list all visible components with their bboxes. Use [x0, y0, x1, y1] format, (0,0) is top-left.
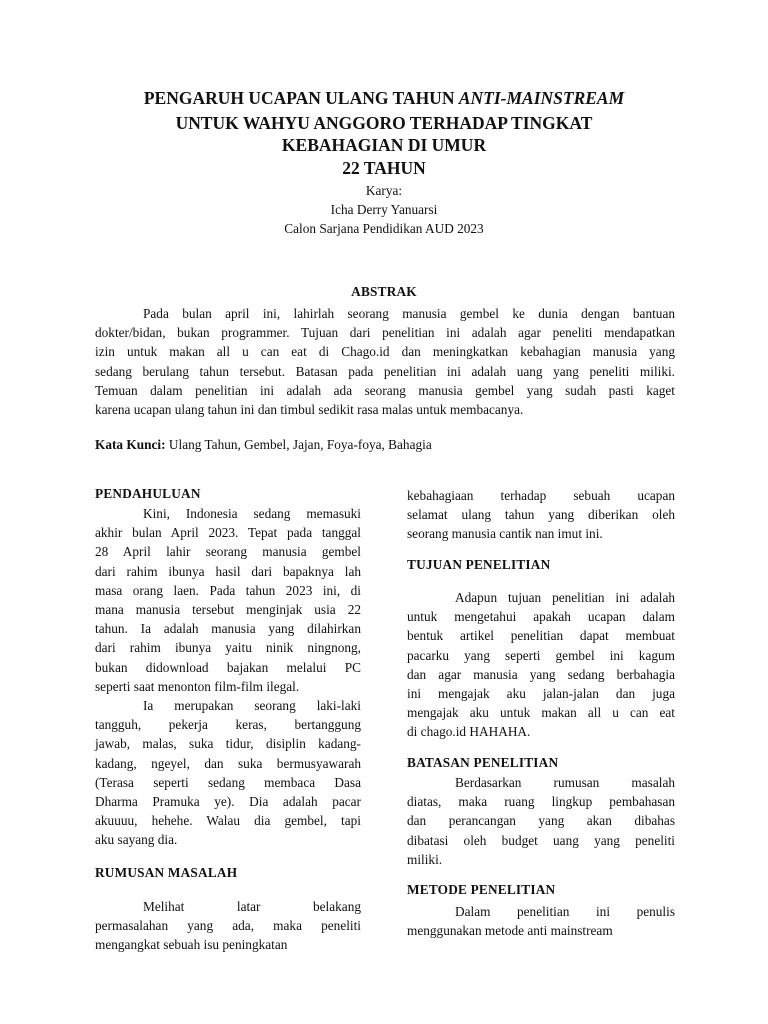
title-prefix: PENGARUH UCAPAN ULANG TAHUN: [143, 88, 455, 108]
pendahuluan-line: tangguh, pekerja keras, bertanggung: [95, 717, 361, 733]
pendahuluan-line: aku sayang dia.: [95, 832, 178, 848]
metode-line: menggunakan metode anti mainstream: [407, 923, 613, 939]
pendahuluan-line: masa orang laen. Pada tahun 2023 ini, di: [95, 582, 361, 598]
abstract-body: [95, 304, 675, 419]
pendahuluan-line: bukan didownload bajakan melalui PC: [95, 659, 361, 675]
batasan-line: diatas, maka ruang lingkup pembahasan: [407, 794, 675, 810]
tujuan-line: untuk mengetahui apakah ucapan dalam: [407, 609, 675, 625]
batasan-line: dibatasi oleh budget uang yang peneliti: [407, 832, 675, 848]
abstract-line: sedang berulang tahun tersebut. Batasan pada penelitian ini adalah uang yang peneliti miliki.: [95, 363, 675, 379]
batasan-heading: BATASAN PENELITIAN: [407, 755, 559, 770]
abstract-line: karena ucapan ulang tahun ini dan timbul sedikit rasa malas untuk membacanya.: [95, 402, 524, 418]
title-line-3: KEBAHAGIAN DI UMUR: [281, 135, 487, 155]
continued-line: seorang manusia cantik nan imut ini.: [407, 526, 603, 542]
tujuan-line: pacarku yang seperti gembel ini kagum: [407, 647, 675, 663]
keywords: [95, 437, 432, 453]
pendahuluan-line: seperti saat menonton film-film ilegal.: [95, 678, 300, 694]
metode-body: [407, 902, 675, 940]
metode-line: Dalam penelitian ini penulis: [455, 904, 675, 919]
keywords-list: Ulang Tahun, Gembel, Jajan, Foya-foya, Bahagia: [168, 437, 432, 452]
keywords-label: Kata Kunci:: [95, 437, 166, 452]
author-affiliation: Calon Sarjana Pendidikan AUD 2023: [284, 221, 484, 236]
abstract-line: izin untuk makan all u can eat di Chago.id dan meningkatkan kebahagian manusia yang: [95, 344, 675, 360]
pendahuluan-line: akhir bulan April 2023. Tepat pada tanggal: [95, 525, 361, 541]
tujuan-body: [407, 588, 675, 742]
tujuan-heading: TUJUAN PENELITIAN: [407, 557, 551, 572]
abstract-line: Temuan dalam penelitian ini adalah ada seorang manusia gembel yang sudah pasti kaget: [95, 382, 675, 398]
batasan-line: dan perancangan yang akan dibahas: [407, 813, 675, 829]
title-line-2: UNTUK WAHYU ANGGORO TERHADAP TINGKAT: [175, 113, 593, 133]
pendahuluan-line: jawab, malas, suka tidur, disiplin kadang-: [95, 736, 361, 752]
abstract-line: Pada bulan april ini, lahirlah seorang manusia gembel ke dunia dengan bantuan: [143, 306, 675, 321]
pendahuluan-line: kadang, ngeyel, dan suka bermusyawarah: [95, 755, 361, 771]
continued-line: selamat ulang tahun yang diberikan oleh: [407, 507, 675, 523]
continued-line: kebahagiaan terhadap sebuah ucapan: [407, 488, 675, 503]
tujuan-line: dan agar manusia yang sedang berbahagia: [407, 666, 675, 682]
batasan-line: miliki.: [407, 851, 443, 867]
title-italic: ANTI-MAINSTREAM: [458, 88, 625, 108]
abstract-heading: ABSTRAK: [351, 284, 417, 299]
tujuan-line: bentuk artikel penelitian dapat membuat: [407, 628, 675, 644]
karya-label: Karya:: [365, 183, 403, 198]
pendahuluan-line: akuuuu, hehehe. Walau dia gembel, tapi: [95, 813, 361, 829]
pendahuluan-line: mana manusia tersebut menginjak usia 22: [95, 602, 361, 618]
tujuan-line: ini mengajak aku jalan-jalan dan juga: [407, 686, 675, 702]
rumusan-heading: RUMUSAN MASALAH: [95, 865, 238, 880]
title-line-1: [0, 86, 768, 110]
pendahuluan-line: Kini, Indonesia sedang memasuki: [143, 506, 361, 521]
author-name: Icha Derry Yanuarsi: [330, 202, 438, 217]
pendahuluan-line: 28 April lahir seorang manusia gembel: [95, 544, 361, 560]
pendahuluan-line: tahun. Ia adalah manusia yang dilahirkan: [95, 621, 361, 637]
pendahuluan-line: dari rahim ibunya hasil dari bapaknya lah: [95, 563, 361, 579]
pendahuluan-line: (Terasa seperti sedang membaca Dasa: [95, 774, 361, 790]
title-line-4: 22 TAHUN: [342, 158, 426, 178]
metode-heading: METODE PENELITIAN: [407, 882, 556, 897]
rumusan-line: permasalahan yang ada, maka peneliti: [95, 918, 361, 934]
abstract-line: dokter/bidan, bukan programmer. Tujuan dari penelitian ini adalah agar peneliti mendapatkan: [95, 325, 675, 341]
pendahuluan-heading: PENDAHULUAN: [95, 486, 201, 501]
batasan-body: [407, 773, 675, 869]
pendahuluan-continued: [407, 486, 675, 544]
tujuan-line: Adapun tujuan penelitian ini adalah: [455, 590, 675, 605]
tujuan-line: di chago.id HAHAHA.: [407, 724, 531, 740]
rumusan-line: mengangkat sebuah isu peningkatan: [95, 937, 288, 953]
batasan-line: Berdasarkan rumusan masalah: [455, 775, 675, 790]
pendahuluan-line: dari rahim ibunya yaitu ninik ningnong,: [95, 640, 361, 656]
pendahuluan-line: Dharma Pramuka ye). Dia adalah pacar: [95, 794, 361, 810]
tujuan-line: mengajak aku untuk makan all u can eat: [407, 705, 675, 721]
rumusan-line: Melihat latar belakang: [143, 899, 361, 914]
pendahuluan-line: Ia merupakan seorang laki-laki: [143, 698, 361, 714]
pendahuluan-body: [95, 504, 361, 850]
rumusan-body: [95, 897, 361, 955]
